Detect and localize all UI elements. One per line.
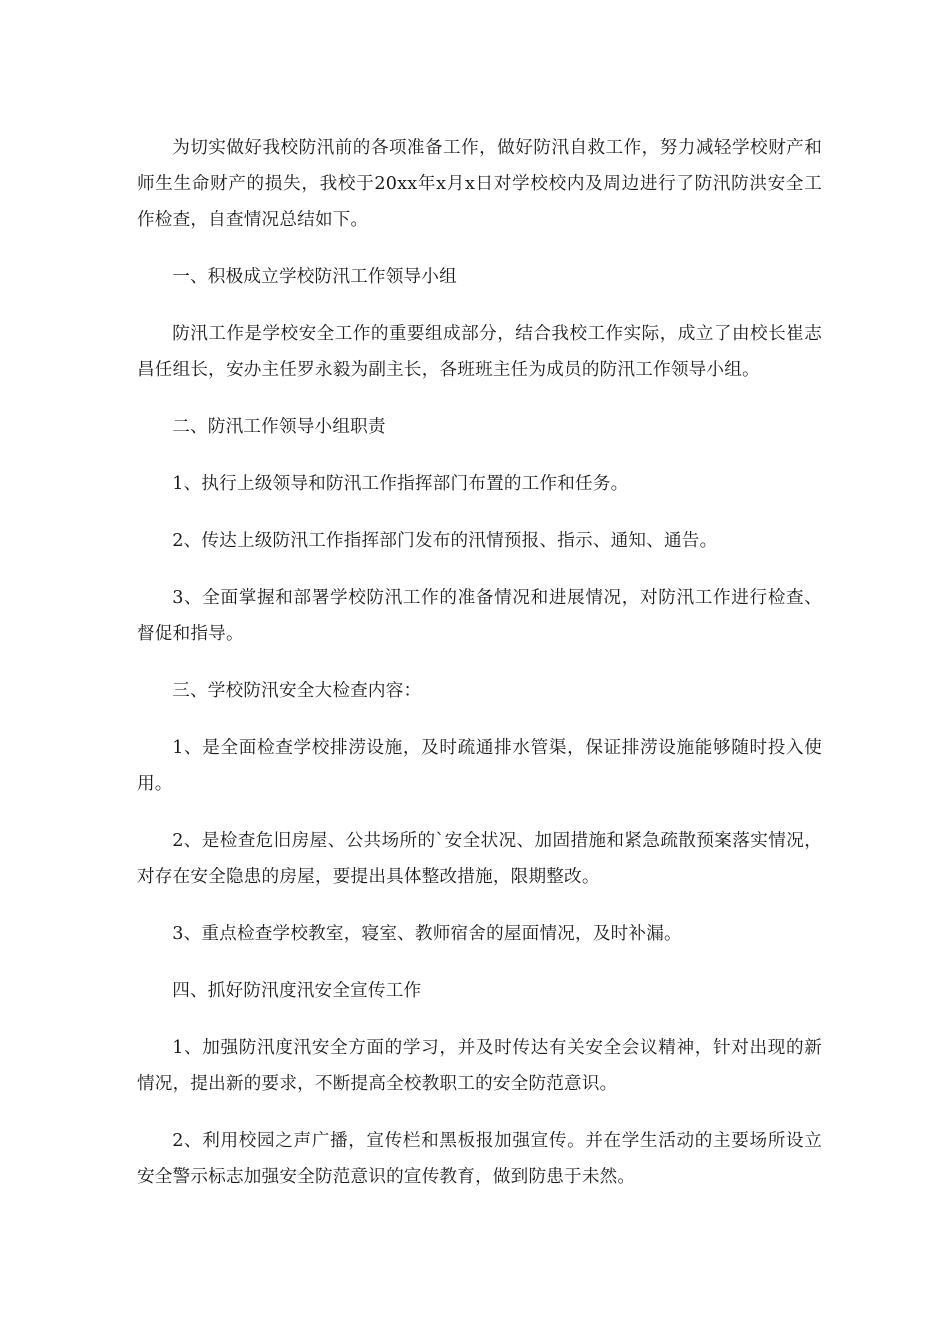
intro-paragraph: 为切实做好我校防汛前的各项准备工作，做好防汛自救工作，努力减轻学校财产和师生生命财产的损失，我校于20xx年x月x日对学校校内及周边进行了防汛防洪安全工作检查，自查情况总结如下。: [137, 138, 822, 230]
inspection-item-3: 3、重点检查学校教室，寝室、教师宿舍的屋面情况，及时补漏。: [172, 924, 682, 944]
section-heading-4: 四、抓好防汛度汛安全宣传工作: [172, 981, 422, 1001]
duty-item-3: 3、全面掌握和部署学校防汛工作的准备情况和进展情况，对防汛工作进行检查、督促和指导。: [137, 588, 822, 644]
publicity-item-2: 2、利用校园之声广播，宣传栏和黑板报加强宣传。并在学生活动的主要场所设立安全警示标志加强安全防范意识的宣传教育，做到防患于未然。: [137, 1131, 822, 1187]
inspection-item-2: 2、是检查危旧房屋、公共场所的`安全状况、加固措施和紧急疏散预案落实情况，对存在安全隐患的房屋，要提出具体整改措施，限期整改。: [137, 831, 822, 887]
duty-item-1: 1、执行上级领导和防汛工作指挥部门布置的工作和任务。: [172, 474, 629, 494]
section-heading-1: 一、积极成立学校防汛工作领导小组: [172, 267, 457, 287]
duty-item-2: 2、传达上级防汛工作指挥部门发布的汛情预报、指示、通知、通告。: [172, 531, 718, 551]
publicity-item-1: 1、加强防汛度汛安全方面的学习，并及时传达有关安全会议精神，针对出现的新情况，提出新的要求，不断提高全校教职工的安全防范意识。: [137, 1038, 822, 1094]
document-body: [137, 130, 822, 1216]
inspection-item-1: 1、是全面检查学校排涝设施，及时疏通排水管渠，保证排涝设施能够随时投入使用。: [137, 738, 822, 794]
section-heading-2: 二、防汛工作领导小组职责: [172, 417, 386, 437]
section-heading-3: 三、学校防汛安全大检查内容：: [172, 681, 422, 701]
section-1-paragraph: 防汛工作是学校安全工作的重要组成部分，结合我校工作实际，成立了由校长崔志昌任组长，安办主任罗永毅为副主长，各班班主任为成员的防汛工作领导小组。: [137, 324, 822, 380]
